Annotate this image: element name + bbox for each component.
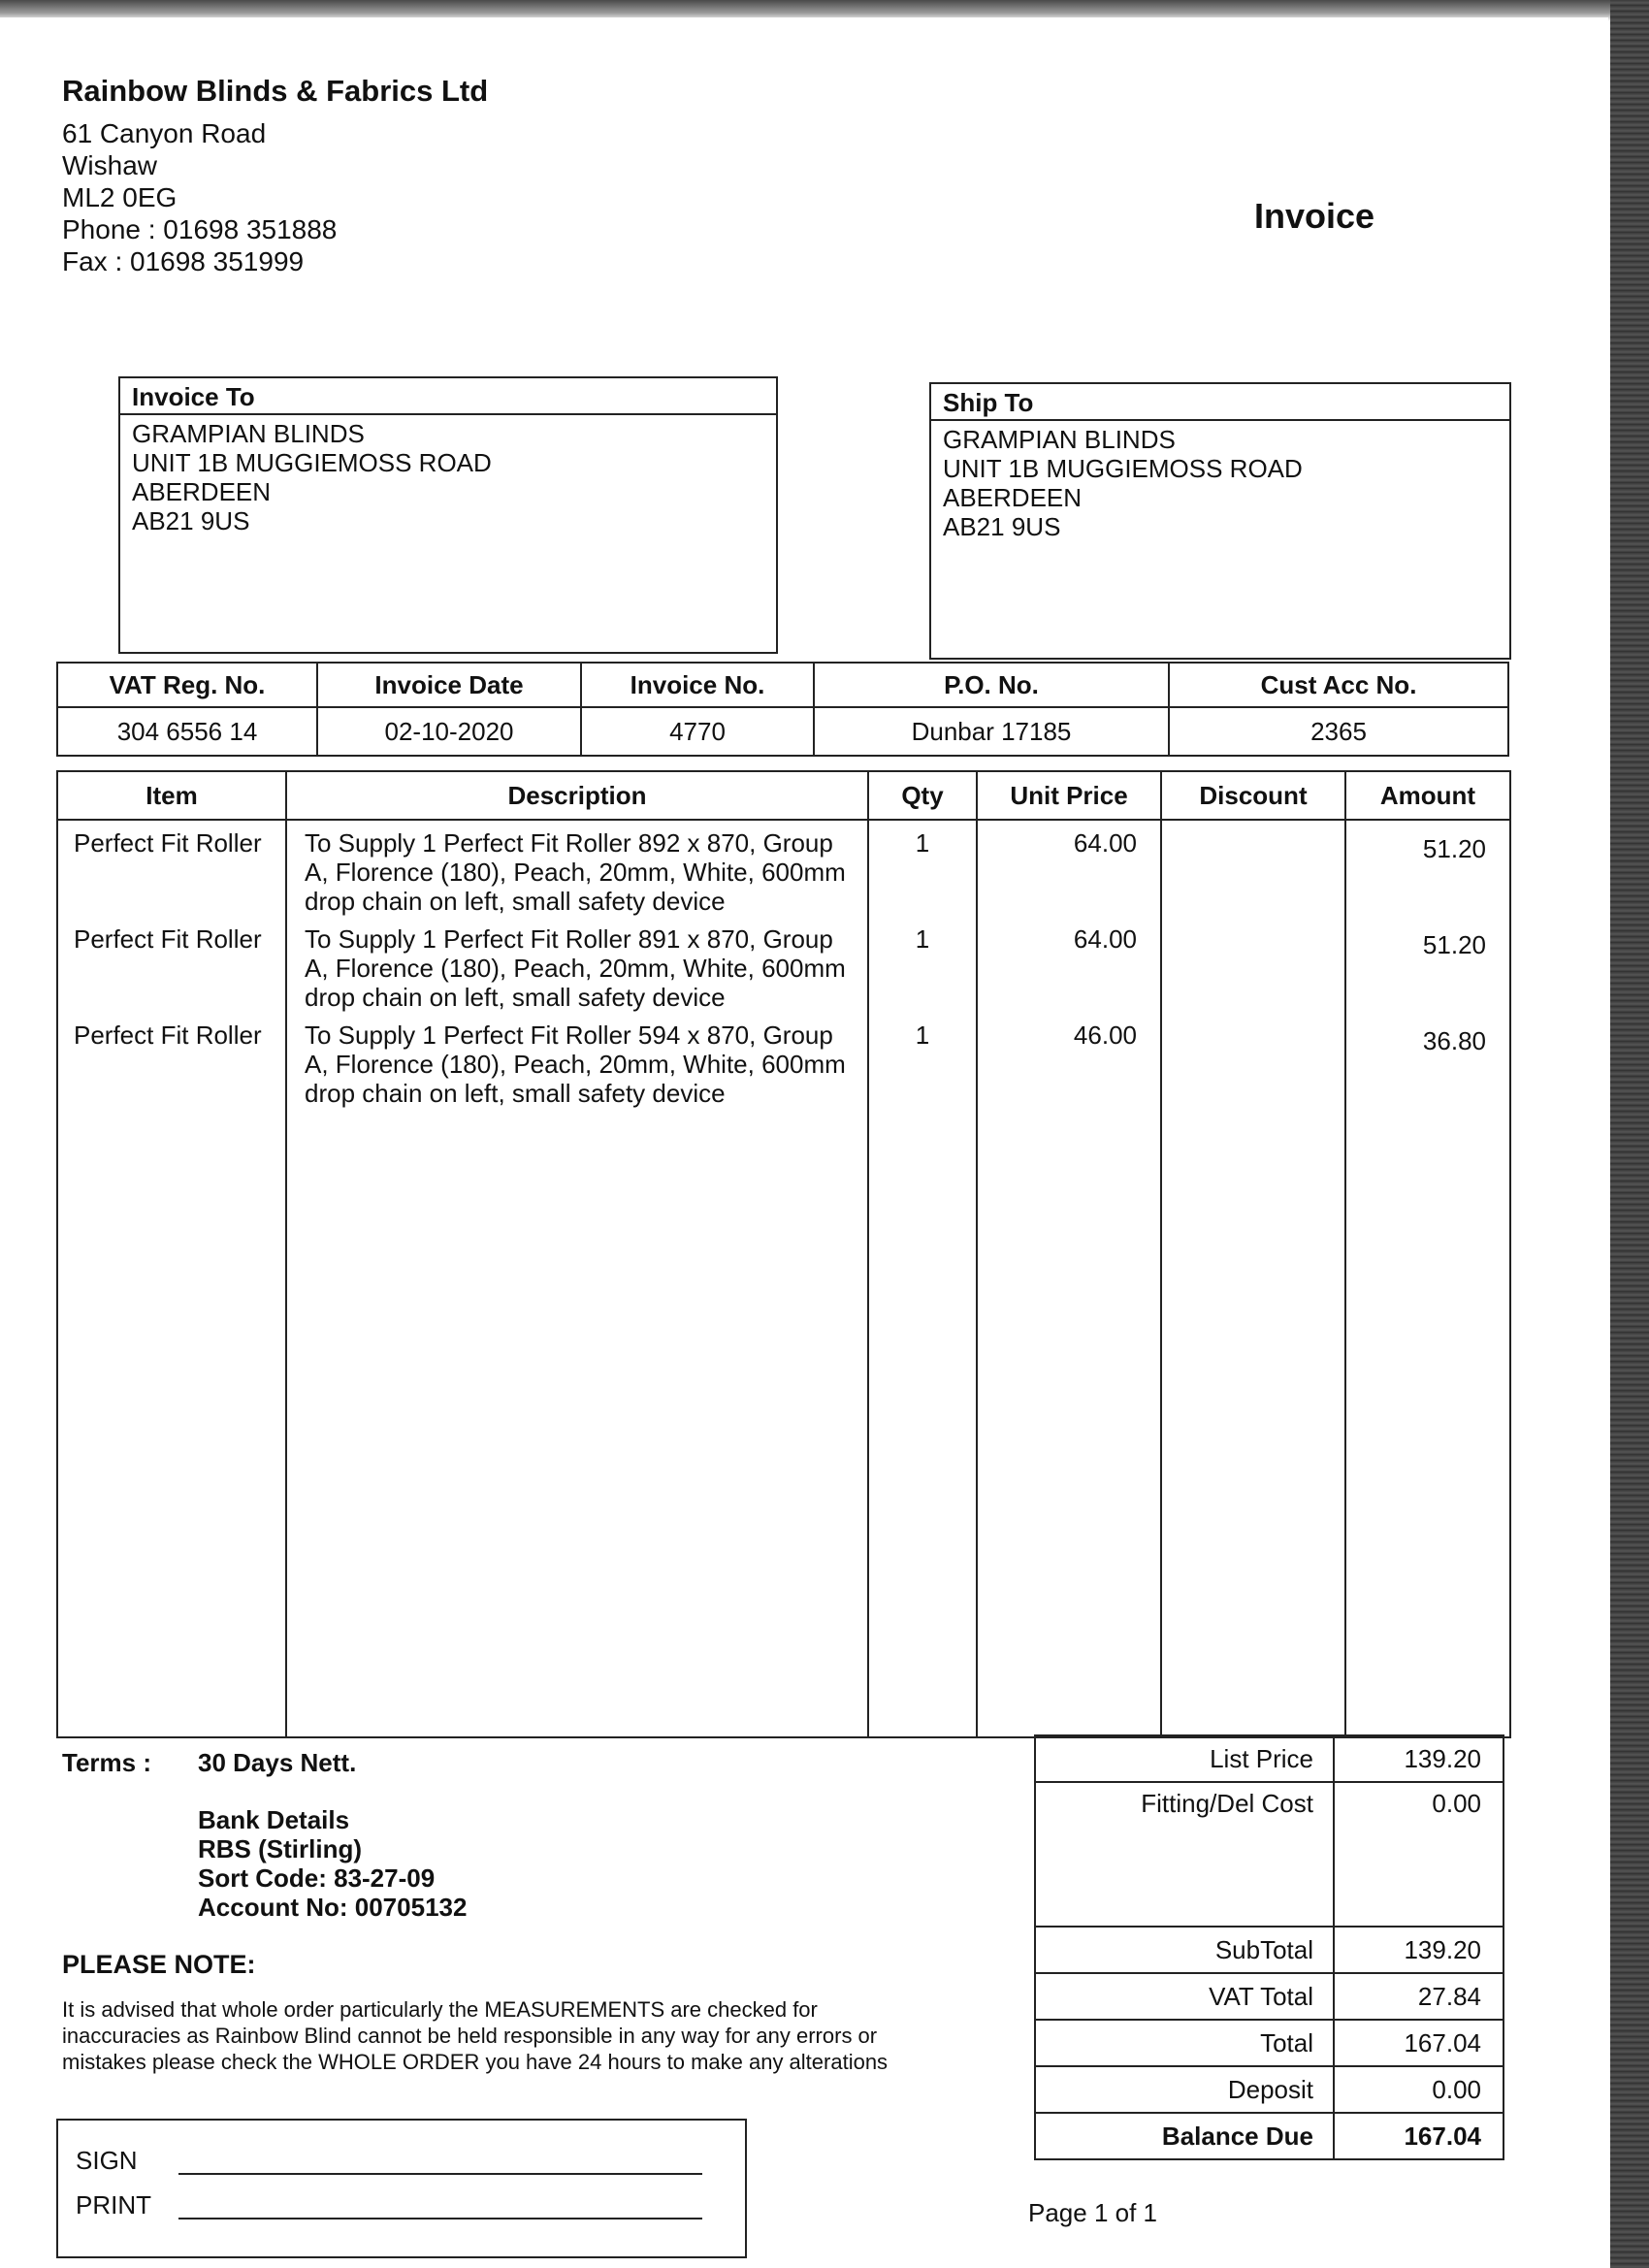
terms-value: 30 Days Nett. (198, 1748, 357, 1777)
page-number: Page 1 of 1 (1028, 2198, 1157, 2227)
invoice-to-line: AB21 9US (132, 506, 250, 535)
vat-total-value: 27.84 (1334, 1973, 1504, 2020)
unit-price-cell: 64.00 (977, 917, 1161, 1013)
col-header-amount: Amount (1345, 771, 1510, 820)
description-cell: To Supply 1 Perfect Fit Roller 594 x 870, Group A, Florence (180), Peach, 20mm, White, 600mm drop chain on left, small safety device (286, 1013, 868, 1109)
ship-to-line: GRAMPIAN BLINDS (943, 425, 1176, 454)
subtotal-label: SubTotal (1035, 1927, 1334, 1973)
vat-reg-header: VAT Reg. No. (57, 663, 317, 707)
balance-due-value: 167.04 (1334, 2113, 1504, 2159)
invoice-to-line: UNIT 1B MUGGIEMOSS ROAD (132, 448, 492, 477)
fitting-cost-label: Fitting/Del Cost (1035, 1782, 1334, 1927)
item-cell: Perfect Fit Roller (57, 820, 286, 917)
bank-details-heading: Bank Details (198, 1805, 350, 1834)
qty-cell: 1 (868, 917, 977, 1013)
po-no-header: P.O. No. (814, 663, 1169, 707)
ship-to-line: UNIT 1B MUGGIEMOSS ROAD (943, 454, 1303, 483)
please-note-text (62, 1996, 993, 2075)
ship-to-box (929, 382, 1511, 660)
discount-cell (1161, 820, 1345, 917)
fitting-cost-value: 0.00 (1334, 1782, 1504, 1927)
print-label: PRINT (76, 2190, 151, 2219)
ship-to-line: AB21 9US (943, 512, 1061, 541)
list-price-value: 139.20 (1334, 1735, 1504, 1782)
deposit-label: Deposit (1035, 2066, 1334, 2113)
amount-cell: 51.20 (1345, 917, 1510, 1013)
table-filler-row (57, 1109, 1510, 1737)
table-row (57, 820, 1510, 917)
note-line: mistakes please check the WHOLE ORDER you have 24 hours to make any alterations (62, 2050, 889, 2074)
col-header-unit-price: Unit Price (977, 771, 1161, 820)
col-header-qty: Qty (868, 771, 977, 820)
ship-to-heading: Ship To (931, 384, 1509, 421)
invoice-meta-table (56, 662, 1509, 757)
sign-label: SIGN (76, 2146, 138, 2175)
company-fax: Fax : 01698 351999 (62, 246, 305, 276)
company-phone: Phone : 01698 351888 (62, 214, 338, 244)
col-header-item: Item (57, 771, 286, 820)
col-header-discount: Discount (1161, 771, 1345, 820)
total-label: Total (1035, 2020, 1334, 2066)
qty-cell: 1 (868, 820, 977, 917)
cust-acc-header: Cust Acc No. (1169, 663, 1508, 707)
discount-cell (1161, 917, 1345, 1013)
unit-price-cell: 64.00 (977, 820, 1161, 917)
table-row (57, 917, 1510, 1013)
company-address-line: ML2 0EG (62, 182, 178, 212)
qty-cell: 1 (868, 1013, 977, 1109)
note-line: inaccuracies as Rainbow Blind cannot be held responsible in any way for any errors or (62, 2024, 878, 2048)
invoice-page (0, 17, 1608, 2268)
invoice-to-line: ABERDEEN (132, 477, 272, 506)
discount-cell (1161, 1013, 1345, 1109)
invoice-date-header: Invoice Date (317, 663, 581, 707)
sign-line-field[interactable] (178, 2173, 702, 2175)
balance-due-label: Balance Due (1035, 2113, 1334, 2159)
amount-cell: 51.20 (1345, 820, 1510, 917)
company-address-line: 61 Canyon Road (62, 118, 267, 148)
unit-price-cell: 46.00 (977, 1013, 1161, 1109)
description-cell: To Supply 1 Perfect Fit Roller 891 x 870, Group A, Florence (180), Peach, 20mm, White, 600mm drop chain on left, small safety device (286, 917, 868, 1013)
total-value: 167.04 (1334, 2020, 1504, 2066)
vat-total-label: VAT Total (1035, 1973, 1334, 2020)
table-row (57, 1013, 1510, 1109)
ship-to-line: ABERDEEN (943, 483, 1083, 512)
vat-reg-value: 304 6556 14 (57, 707, 317, 756)
description-cell: To Supply 1 Perfect Fit Roller 892 x 870, Group A, Florence (180), Peach, 20mm, White, 600mm drop chain on left, small safety device (286, 820, 868, 917)
deposit-value: 0.00 (1334, 2066, 1504, 2113)
col-header-description: Description (286, 771, 868, 820)
po-no-value: Dunbar 17185 (814, 707, 1169, 756)
sort-code: Sort Code: 83-27-09 (198, 1863, 436, 1893)
cust-acc-value: 2365 (1169, 707, 1508, 756)
bank-name: RBS (Stirling) (198, 1834, 362, 1863)
company-name: Rainbow Blinds & Fabrics Ltd (62, 74, 489, 108)
company-address-line: Wishaw (62, 150, 158, 180)
account-no: Account No: 00705132 (198, 1893, 468, 1922)
terms-label: Terms : (62, 1748, 151, 1777)
please-note-heading: PLEASE NOTE: (62, 1950, 256, 1979)
signature-box (56, 2119, 747, 2258)
note-line: It is advised that whole order particularly the MEASUREMENTS are checked for (62, 1997, 818, 2022)
invoice-no-value: 4770 (581, 707, 814, 756)
subtotal-value: 139.20 (1334, 1927, 1504, 1973)
item-cell: Perfect Fit Roller (57, 1013, 286, 1109)
amount-cell: 36.80 (1345, 1013, 1510, 1109)
print-line-field[interactable] (178, 2218, 702, 2219)
item-cell: Perfect Fit Roller (57, 917, 286, 1013)
scan-edge-right (1610, 0, 1649, 2268)
invoice-to-box (118, 376, 778, 654)
invoice-to-line: GRAMPIAN BLINDS (132, 419, 365, 448)
invoice-date-value: 02-10-2020 (317, 707, 581, 756)
invoice-no-header: Invoice No. (581, 663, 814, 707)
totals-table (1034, 1734, 1504, 2160)
document-title: Invoice (1254, 196, 1375, 236)
list-price-label: List Price (1035, 1735, 1334, 1782)
invoice-to-heading: Invoice To (120, 378, 776, 415)
line-items-table (56, 770, 1511, 1738)
